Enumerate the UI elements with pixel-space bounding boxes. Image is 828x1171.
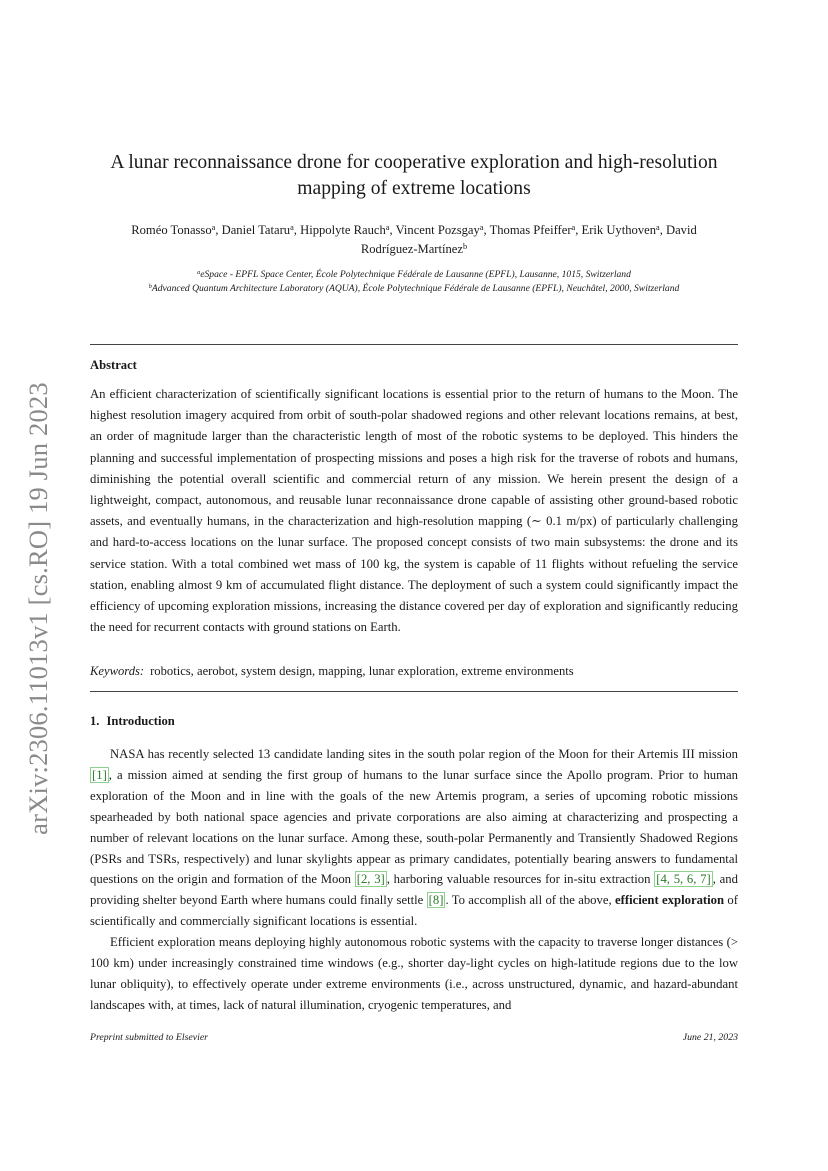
author: Erik Uythoven$^a$	[581, 222, 660, 237]
affiliation-b: $^b$Advanced Quantum Architecture Laboratory (AQUA), École Polytechnique Fédérale de Lausanne (EPFL), Neuchâtel, 2000, Switzerland	[148, 282, 680, 294]
keywords-text: robotics, aerobot, system design, mapping, lunar exploration, extreme environments	[150, 664, 574, 678]
author: Vincent Pozsgay$^a$	[395, 222, 484, 237]
abstract-heading: Abstract	[90, 358, 137, 372]
keywords-label: Keywords:	[90, 664, 145, 678]
citation-link[interactable]: [2, 3]	[356, 872, 385, 887]
citation-link[interactable]: [4, 5, 6, 7]	[656, 872, 711, 887]
footer-preprint-note: Preprint submitted to Elsevier	[90, 1032, 208, 1043]
paragraph: NASA has recently selected 13 candidate landing sites in the south polar region of the Moon for their Artemis III mission [1] , a mission aimed at sending the first group of humans to the lunar surface since the Apollo program. Prior to human exploration of the Moon and in line with the goals of the new Artemis program, a series of upcoming robotic missions spearheaded by both national space agencies and private corporations are also aiming at characterizing and prospecting a number of relevant locations on the lunar surface. Among these, south-polar Permanently and Transiently Shadowed Regions (PSRs and TSRs, respectively) and lunar skylights appear as primary candidates, potentially bearing answers to fundamental questions on the origin and formation of the Moon [2, 3] , harboring valuable resources for in-situ extraction [4, 5, 6, 7] , and providing shelter beyond Earth where humans could finally settle [8] . To accomplish all of the above, efficient exploration of scientifically and commercially significant locations is essential.	[90, 747, 738, 929]
author: David Rodríguez-Martínez$^b$	[360, 223, 697, 256]
affiliation-a: $^a$eSpace - EPFL Space Center, École Polytechnique Fédérale de Lausanne (EPFL), Lausanne, 1015, Switzerland	[197, 268, 631, 280]
section-number: 1.	[90, 714, 100, 728]
author: Roméo Tonasso$^a$	[131, 222, 216, 237]
section-title: Introduction	[106, 714, 175, 728]
arxiv-sidebar-stamp	[12, 366, 64, 851]
author: Hippolyte Rauch$^a$	[300, 222, 390, 237]
citation-link[interactable]: [1]	[92, 767, 107, 782]
keywords	[90, 662, 574, 680]
abstract-top-rule	[90, 344, 738, 345]
citation-link[interactable]: [8]	[428, 893, 444, 908]
paragraph: Efficient exploration means deploying highly autonomous robotic systems with the capacity to traverse longer distances (> 100 km) under increasingly constrained time windows (e.g., shorter day-light cycles on high-latitude regions due to the low lunar obliquity), to effectively operate under extreme environments (i.e., across unstructured, dynamic, and hazard-abundant landscapes with, at times, lack of natural illumination, cryogenic temperatures, and	[90, 935, 738, 1012]
emphasis-text: efficient exploration	[615, 893, 725, 908]
section-heading	[90, 714, 175, 729]
abstract-bottom-rule	[90, 691, 738, 692]
author: Daniel Tataru$^a$	[221, 222, 294, 237]
author: Thomas Pfeiffer$^a$	[489, 222, 576, 237]
paper-title: A lunar reconnaissance drone for cooperative exploration and high-resolution mapping of extreme locations	[110, 152, 718, 199]
affiliations	[90, 268, 738, 295]
footer-date: June 21, 2023	[682, 1032, 738, 1043]
arxiv-id-label: arXiv:2306.11013v1 [cs.RO] 19 Jun 2023	[22, 382, 53, 835]
abstract-text: An efficient characterization of scientifically significant locations is essential prior to the return of humans to the Moon. The highest resolution imagery acquired from orbit of south-polar shadowed regions and other relevant locations remains, at best, an order of magnitude larger than the characteristic length of most of the robotic systems to be deployed. This hinders the planning and successful implementation of prospecting missions and poses a high risk for the traverse of robots and humans, diminishing the potential overall scientific and commercial return of any mission. We herein present the design of a lightweight, compact, autonomous, and reusable lunar reconnaissance drone capable of assisting other ground-based robotic assets, and eventually humans, in the characterization and high-resolution mapping (∼ 0.1 m/px) of particularly challenging and hard-to-access locations on the lunar surface. The proposed concept consists of two main subsystems: the drone and its service station. With a total combined wet mass of 100 kg, the system is capable of 11 flights without refueling the service station, enabling almost 9 km of accumulated flight distance. The deployment of such a system could significantly impact the efficiency of upcoming exploration missions, increasing the distance covered per day of exploration and significantly reducing the need for recurrent contacts with ground stations on Earth.	[90, 387, 738, 635]
introduction-body	[90, 744, 738, 1016]
author-list: Roméo Tonasso$^a$, Daniel Tataru$^a$, Hippolyte Rauch$^a$, Vincent Pozsgay$^a$, Thomas Pfeiffer$^a$, Erik Uythoven$^a$, David Rodríguez-Martínez$^b$	[131, 222, 697, 256]
